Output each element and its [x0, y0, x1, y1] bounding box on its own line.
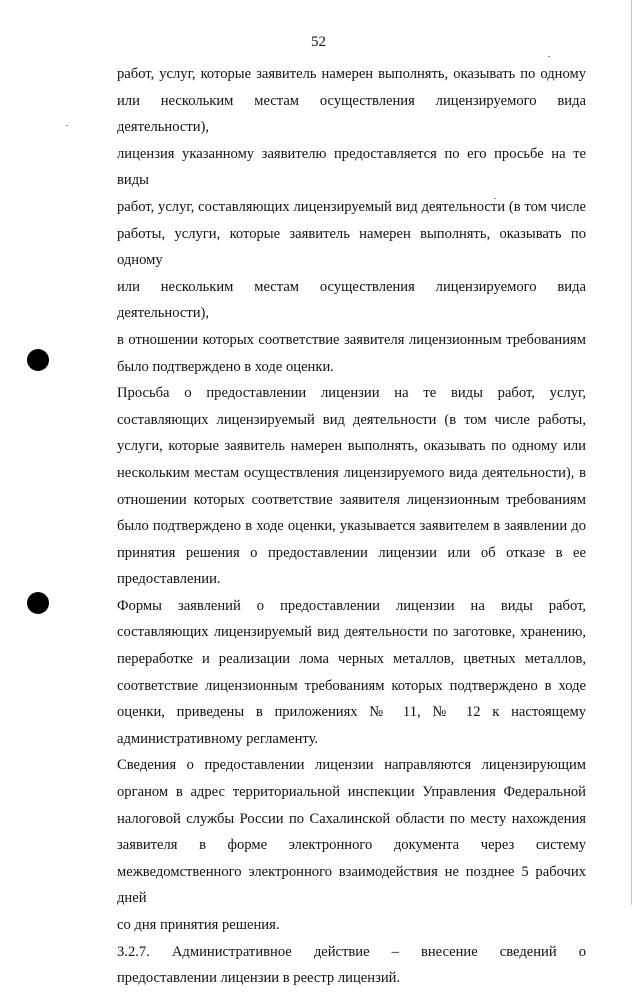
paragraph-request: [117, 380, 586, 593]
text-line: отношении которых соответствие заявителя лицензионным требованиям: [117, 491, 586, 508]
text-line: было подтверждено в ходе оценки, указывается заявителем в заявлении до: [117, 518, 586, 535]
text-line: Просьба о предоставлении лицензии на те виды работ, услуг,: [117, 385, 586, 402]
scan-speck: [66, 125, 68, 126]
text-line: межведомственного электронного взаимодействия не позднее 5 рабочих дней: [117, 863, 586, 907]
text-line: принятия решения о предоставлении лицензии или об отказе в ее: [117, 544, 586, 561]
text-line: налоговой службы России по Сахалинской области по месту нахождения: [117, 810, 586, 827]
text-line: было подтверждено в ходе оценки.: [117, 358, 334, 375]
text-line: Сведения о предоставлении лицензии направляются лицензирующим: [117, 757, 586, 774]
text-line: работ, услуг, составляющих лицензируемый вид деятельности (в том числе: [117, 198, 586, 215]
text-line: оценки, приведены в приложениях № 11, № 12 к настоящему: [117, 704, 586, 721]
text-line: составляющих лицензируемый вид деятельности по заготовке, хранению,: [117, 624, 586, 641]
text-line: 3.2.7. Административное действие – внесение сведений о: [117, 943, 586, 960]
scan-edge-line: [631, 0, 632, 905]
text-line: заявителя в форме электронного документа через систему: [117, 837, 586, 854]
text-line: административному регламенту.: [117, 730, 319, 747]
text-line: переработке и реализации лома черных металлов, цветных металлов,: [117, 651, 586, 668]
text-line: предоставлении.: [117, 571, 221, 588]
text-line: предоставлении лицензии в реестр лицензий.: [117, 970, 401, 987]
text-line: соответствие лицензионным требованиям которых подтверждено в ходе: [117, 677, 586, 694]
text-line: нескольким местам осуществления лицензируемого вида деятельности), в: [117, 464, 586, 481]
text-line: Формы заявлений о предоставлении лицензии на виды работ,: [117, 597, 586, 614]
punch-hole-lower: [27, 592, 49, 614]
text-line: или нескольким местам осуществления лицензируемого вида деятельности),: [117, 278, 586, 322]
text-line: составляющих лицензируемый вид деятельности (в том числе работы,: [117, 411, 586, 428]
text-line: органом в адрес территориальной инспекции Управления Федеральной: [117, 784, 586, 801]
scan-speck: [548, 56, 550, 57]
paragraph-application-forms: [117, 593, 586, 753]
text-line: со дня принятия решения.: [117, 917, 280, 933]
text-line: работ, услуг, которые заявитель намерен выполнять, оказывать по одному: [117, 66, 586, 82]
punch-hole-upper: [27, 349, 49, 371]
text-line: лицензия указанному заявителю предоставляется по его просьбе на те виды: [117, 145, 586, 189]
paragraph-notification: [117, 752, 586, 938]
text-line: работы, услуги, которые заявитель намерен выполнять, оказывать по одному: [117, 225, 586, 269]
paragraph-license-scope: [117, 61, 586, 380]
text-line: услуги, которые заявитель намерен выполнять, оказывать по одному или: [117, 438, 586, 455]
text-line: или нескольким местам осуществления лицензируемого вида деятельности),: [117, 92, 586, 136]
document-text: [117, 61, 586, 992]
paragraph-registry-entry: [117, 939, 586, 992]
page-number: 52: [311, 34, 326, 50]
text-line: в отношении которых соответствие заявителя лицензионным требованиям: [117, 331, 586, 348]
